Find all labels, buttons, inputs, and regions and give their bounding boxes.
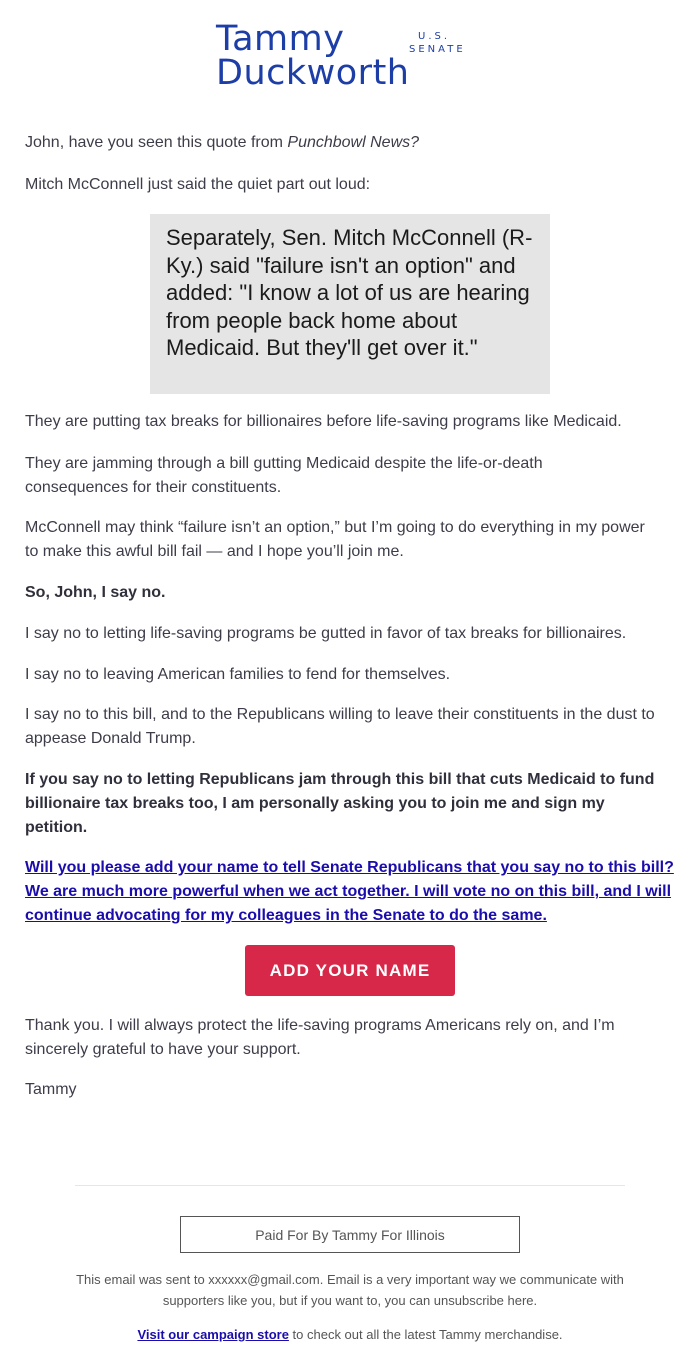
say-no-2: I say no to leaving American families to fend for themselves. xyxy=(25,666,451,683)
footer-store-line xyxy=(60,1324,640,1345)
intro-prefix: John, have you seen this quote from xyxy=(25,134,288,151)
logo-name xyxy=(216,19,410,93)
ask-paragraph: If you say no to letting Republicans jam through this bill that cuts Medicaid to fund billionaire tax breaks too, I am personally asking you to join me and sign my petition. xyxy=(25,771,655,836)
say-no-1: I say no to letting life-saving programs be gutted in favor of tax breaks for billionaires. xyxy=(25,625,627,642)
campaign-store-link[interactable]: Visit our campaign store xyxy=(137,1327,289,1342)
logo-line-2: Duckworth xyxy=(216,53,410,93)
thanks-paragraph: Thank you. I will always protect the life-saving programs Americans rely on, and I’m sincerely grateful to have your support. xyxy=(25,1017,615,1058)
footer-sent-to: This email was sent to xxxxxx@gmail.com. Email is a very important way we communicate with supporters like you, but if you want to, you can unsubscribe here. xyxy=(76,1272,624,1308)
intro-source: Punchbowl News? xyxy=(287,134,420,151)
quote-image xyxy=(150,214,550,394)
say-no-3: I say no to this bill, and to the Republicans willing to leave their constituents in the dust to appease Donald Trump. xyxy=(25,706,655,747)
logo-senate: SENATE xyxy=(409,44,466,55)
tax-breaks-paragraph: They are putting tax breaks for billionaires before life-saving programs like Medicaid. xyxy=(25,413,622,430)
logo-line-1: Tammy xyxy=(216,19,345,59)
signature: Tammy xyxy=(25,1081,77,1098)
say-no-paragraph: So, John, I say no. xyxy=(25,584,166,601)
logo-us: U.S. xyxy=(418,31,451,42)
petition-link[interactable]: Will you please add your name to tell Senate Republicans that you say no to this bill? We are much more powerful when we act together. I will vote no on this bill, and I will continue advocating for my colleagues in the Senate to do the same. xyxy=(25,859,674,924)
quote-text: Separately, Sen. Mitch McConnell (R-Ky.) said "failure isn't an option" and added: "I know a lot of us are hearing from people back home about Medicaid. But they'll get over it." xyxy=(166,225,533,360)
add-your-name-button[interactable]: ADD YOUR NAME xyxy=(245,945,455,996)
intro-paragraph xyxy=(25,131,680,155)
paid-for-box: Paid For By Tammy For Illinois xyxy=(180,1216,520,1253)
store-suffix: to check out all the latest Tammy merchandise. xyxy=(288,1327,563,1342)
tammy-duckworth-logo xyxy=(0,19,700,94)
jamming-paragraph: They are jamming through a bill gutting Medicaid despite the life-or-death consequences for their constituents. xyxy=(25,455,543,496)
logo-us-senate xyxy=(409,30,466,56)
footer-divider xyxy=(75,1185,625,1186)
mcconnell-paragraph: Mitch McConnell just said the quiet part out loud: xyxy=(25,176,371,193)
fail-paragraph: McConnell may think “failure isn’t an option,” but I’m going to do everything in my power to make this awful bill fail — and I hope you’ll join me. xyxy=(25,519,645,560)
